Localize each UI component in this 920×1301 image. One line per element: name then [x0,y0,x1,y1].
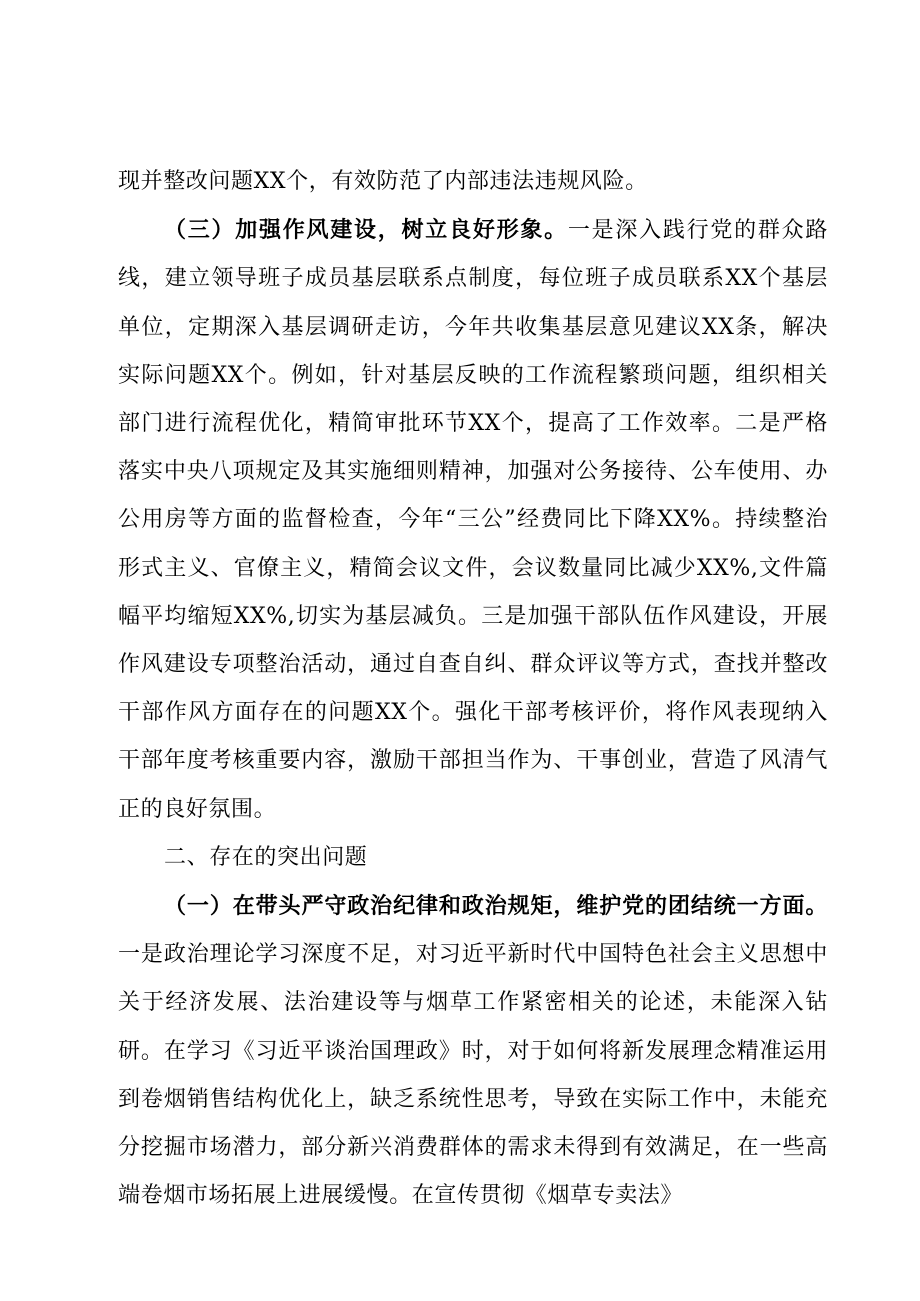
section-three-body: 一是深入践行党的群众路线，建立领导班子成员基层联系点制度，每位班子成员联系XX个基层单位，定期深入基层调研走访，今年共收集基层意见建议XX条，解决实际问题XX个。例如，针对基层反映的工作流程繁琐问题，组织相关部门进行流程优化，精简审批环节XX个，提高了工作效率。二是严格落实中央八项规定及其实施细则精神，加强对公务接待、公车使用、办公用房等方面的监督检查，今年“三公”经费同比下降XX%。持续整治形式主义、官僚主义，精简会议文件，会议数量同比减少XX%,文件篇幅平均缩短XX%,切实为基层减负。三是加强干部队伍作风建设，开展作风建设专项整治活动，通过自查自纠、群众评议等方式，查找并整改干部作风方面存在的问题XX个。强化干部考核评价，将作风表现纳入干部年度考核重要内容，激励干部担当作为、干事创业，营造了风清气正的良好氛围。 [118,218,828,822]
subsection-one-paragraph [118,882,828,1220]
subsection-one-body: 一是政治理论学习深度不足，对习近平新时代中国特色社会主义思想中关于经济发展、法治建设等与烟草工作紧密相关的论述，未能深入钻研。在学习《习近平谈治国理政》时，对于如何将新发展理念精准运用到卷烟销售结构优化上，缺乏系统性思考，导致在实际工作中，未能充分挖掘市场潜力，部分新兴消费群体的需求未得到有效满足，在一些高端卷烟市场拓展上进展缓慢。在宣传贯彻《烟草专卖法》 [118,942,828,1209]
continuation-text: 现并整改问题XX个，有效防范了内部违法违规风险。 [118,169,648,194]
section-three-heading: （三）加强作风建设，树立良好形象。 [164,217,568,244]
section-three-paragraph [118,206,828,834]
section-two-heading: 二、存在的突出问题 [164,844,368,870]
continuation-paragraph [118,158,828,206]
document-body [118,158,828,1220]
subsection-one-heading: （一）在带头严守政治纪律和政治规矩，维护党的团结统一方面。 [164,893,828,920]
